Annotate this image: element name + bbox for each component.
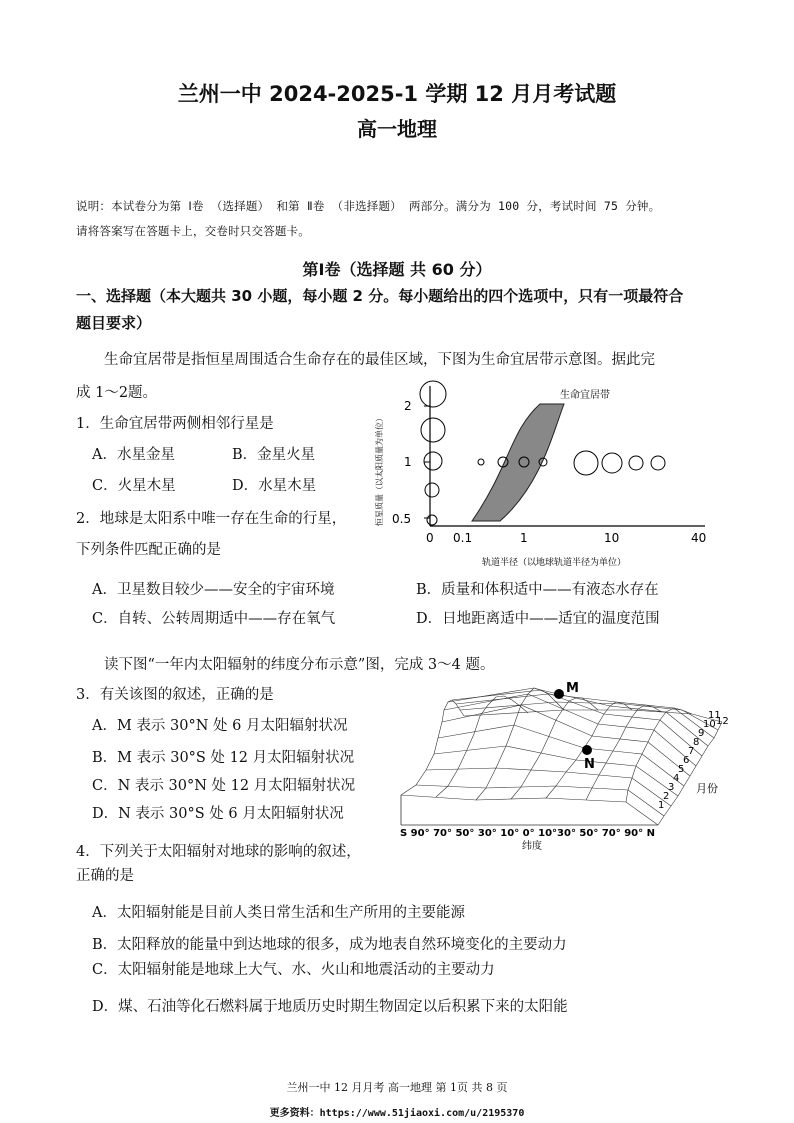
y-tick-0-5: 0.5 bbox=[392, 512, 412, 526]
star-circle-large bbox=[420, 381, 446, 407]
q1-option-b: B．金星火星 bbox=[232, 447, 316, 463]
intro-2: 读下图“一年内太阳辐射的纬度分布示意”图，完成 3～4 题。 bbox=[104, 657, 495, 673]
more-resources-link[interactable]: 更多资料：https://www.51jiaoxi.com/u/2195370 bbox=[269, 1108, 525, 1119]
x-tick-40: 40 bbox=[691, 531, 707, 545]
q2-option-d: D．日地距离适中——适宜的温度范围 bbox=[416, 611, 660, 627]
q3-option-d: D．N 表示 30°S 处 6 月太阳辐射状况 bbox=[92, 806, 344, 822]
latitude-axis-label: 纬度 bbox=[522, 841, 542, 852]
q2-stem-line-2: 下列条件匹配正确的是 bbox=[76, 542, 221, 558]
month-tick: 3 bbox=[668, 782, 675, 793]
month-tick: 5 bbox=[678, 764, 685, 775]
habitable-zone-label: 生命宜居带 bbox=[560, 390, 610, 401]
q4-stem-line-1: 4．下列关于太阳辐射对地球的影响的叙述， bbox=[76, 844, 361, 860]
x-tick-10: 10 bbox=[604, 531, 620, 545]
x-tick-1: 1 bbox=[520, 531, 528, 545]
radiation-surface-mesh bbox=[401, 688, 722, 825]
q2-stem-line-1: 2．地球是太阳系中唯一存在生命的行星， bbox=[76, 511, 347, 527]
q4-option-a: A．太阳辐射能是目前人类日常生活和生产所用的主要能源 bbox=[92, 905, 465, 921]
q3-option-b: B．M 表示 30°S 处 12 月太阳辐射状况 bbox=[92, 750, 355, 766]
point-m-marker bbox=[554, 689, 564, 699]
intro-1-line-1: 生命宜居带是指恒星周围适合生命存在的最佳区域，下图为生命宜居带示意图。据此完 bbox=[104, 352, 655, 368]
section-title: 第Ⅰ卷（选择题 共 60 分） bbox=[302, 260, 492, 279]
point-m-label: M bbox=[566, 681, 579, 696]
month-tick: 8 bbox=[693, 737, 700, 748]
solar-radiation-3d-diagram bbox=[396, 680, 746, 852]
habitable-zone-band bbox=[472, 404, 564, 521]
planet-saturn bbox=[602, 453, 622, 473]
x-axis-label: 轨道半径（以地球轨道半径为单位） bbox=[482, 558, 627, 568]
y-axis-label: 恒星质量（以太阳质量为单位） bbox=[375, 414, 384, 526]
planet-neptune bbox=[651, 456, 665, 470]
star-circle bbox=[425, 483, 439, 497]
q4-option-c: C．太阳辐射能是地球上大气、水、火山和地震活动的主要动力 bbox=[92, 962, 495, 978]
month-tick: 7 bbox=[688, 746, 695, 757]
exam-title: 兰州一中 2024-2025-1 学期 12 月月考试题 bbox=[177, 82, 617, 106]
section-heading-line-1: 一、选择题（本大题共 30 小题，每小题 2 分。每小题给出的四个选项中，只有一项最符合 bbox=[76, 287, 684, 305]
y-tick-2: 2 bbox=[404, 399, 412, 413]
month-axis-label: 月份 bbox=[696, 782, 718, 795]
month-tick: 1 bbox=[658, 800, 665, 811]
point-n-label: N bbox=[584, 757, 595, 772]
star-circle bbox=[424, 452, 442, 470]
month-tick: 6 bbox=[683, 755, 690, 766]
month-tick: 9 bbox=[698, 728, 705, 739]
q2-option-b: B．质量和体积适中——有液态水存在 bbox=[416, 582, 659, 598]
month-tick: 2 bbox=[663, 791, 670, 802]
q2-option-a: A．卫星数目较少——安全的宇宙环境 bbox=[92, 582, 335, 598]
q4-option-d: D．煤、石油等化石燃料属于地质历史时期生物固定以后积累下来的太阳能 bbox=[92, 999, 568, 1015]
q4-option-b: B．太阳释放的能量中到达地球的很多，成为地表自然环境变化的主要动力 bbox=[92, 937, 567, 953]
q4-stem-line-2: 正确的是 bbox=[76, 868, 134, 884]
planet-jupiter bbox=[574, 451, 598, 475]
q3-stem: 3．有关该图的叙述，正确的是 bbox=[76, 687, 274, 703]
q3-option-a: A．M 表示 30°N 处 6 月太阳辐射状况 bbox=[92, 718, 348, 734]
q3-option-c: C．N 表示 30°N 处 12 月太阳辐射状况 bbox=[92, 778, 356, 794]
latitude-ticks: S 90° 70° 50° 30° 10° 0° 10°30° 50° 70° 90° N bbox=[400, 828, 655, 839]
exam-subtitle: 高一地理 bbox=[357, 117, 437, 141]
month-tick: 10 bbox=[703, 719, 716, 730]
q2-option-c: C．自转、公转周期适中——存在氧气 bbox=[92, 611, 336, 627]
star-circle bbox=[421, 418, 445, 442]
section-heading-line-2: 题目要求） bbox=[76, 314, 152, 332]
month-ticks bbox=[658, 710, 729, 811]
planet-uranus bbox=[629, 456, 643, 470]
month-tick: 12 bbox=[716, 716, 729, 727]
q1-option-a: A．水星金星 bbox=[92, 447, 175, 463]
habitable-zone-diagram bbox=[360, 376, 720, 572]
instructions-line-2: 请将答案写在答题卡上，交卷时只交答题卡。 bbox=[76, 224, 310, 238]
q1-option-d: D．水星木星 bbox=[232, 478, 317, 494]
month-tick: 4 bbox=[673, 773, 680, 784]
x-tick-0-1: 0.1 bbox=[453, 531, 473, 545]
x-tick-0: 0 bbox=[426, 531, 434, 545]
y-tick-1: 1 bbox=[404, 455, 412, 469]
page-footer: 兰州一中 12 月月考 高一地理 第 1页 共 8 页 bbox=[286, 1081, 508, 1094]
instructions-line-1: 说明：本试卷分为第 Ⅰ卷 （选择题） 和第 Ⅱ卷 （非选择题） 两部分。满分为 100 分，考试时间 75 分钟。 bbox=[76, 199, 661, 213]
planet-mercury bbox=[478, 459, 484, 465]
q1-stem: 1．生命宜居带两侧相邻行星是 bbox=[76, 416, 274, 432]
intro-1-line-2: 成 1～2题。 bbox=[76, 385, 158, 401]
q1-option-c: C．火星木星 bbox=[92, 478, 176, 494]
month-tick: 11 bbox=[708, 710, 721, 721]
point-n-marker bbox=[582, 745, 592, 755]
star-circle-small bbox=[427, 515, 437, 525]
